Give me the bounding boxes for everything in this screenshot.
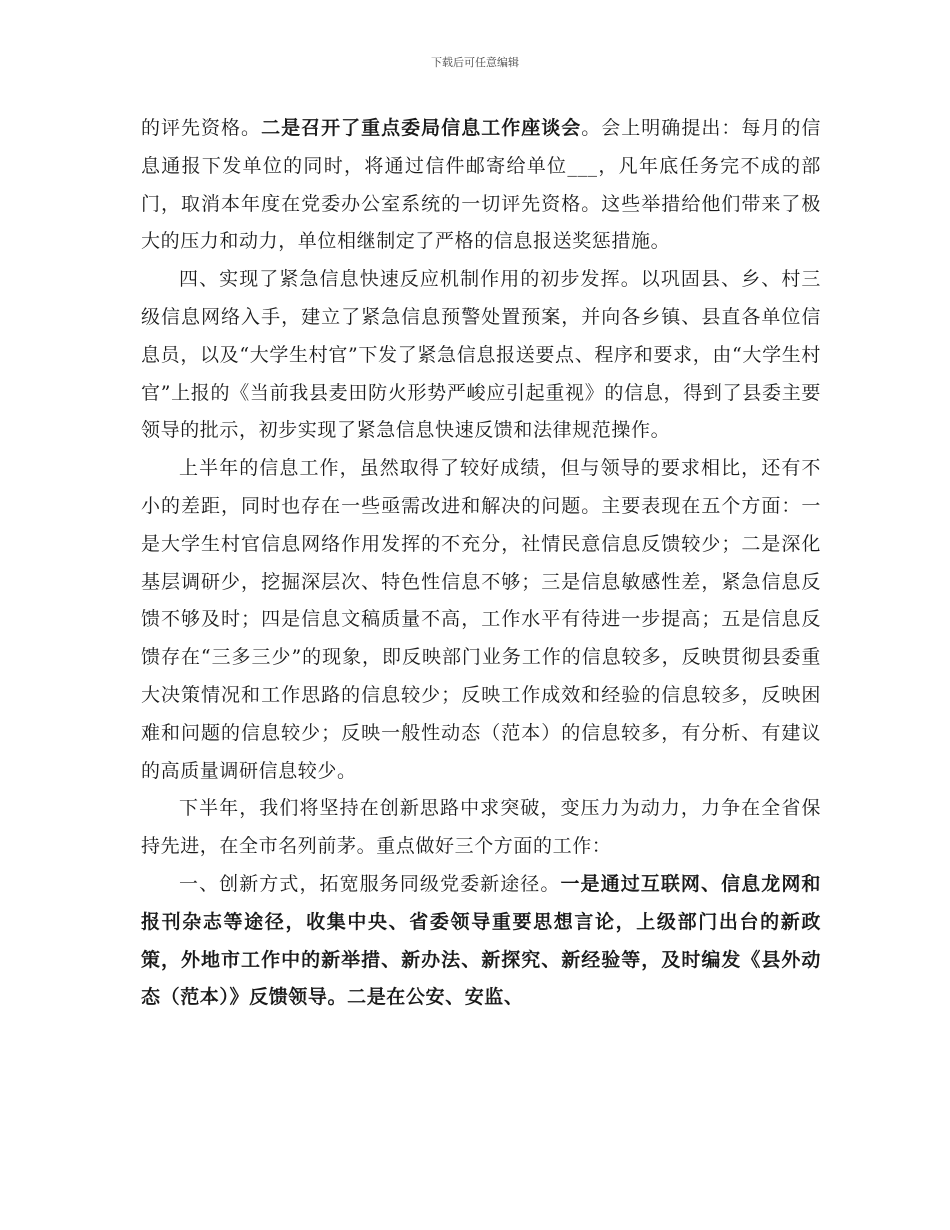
- paragraph-4: [141, 790, 821, 866]
- p5-text-1: 一、创新方式，拓宽服务同级党委新途径。: [179, 872, 561, 895]
- paragraph-1: [141, 110, 821, 261]
- paragraph-5: [141, 866, 821, 1017]
- p5-bold-text: 一是通过互联网、信息龙网和报刊杂志等途径，收集中央、省委领导重要思想言论，上级部门出台的新政策，外地市工作中的新举措、新办法、新探究、新经验等，及时编发《县外动态（范本）》反馈领导。二是在公安、安监、: [141, 872, 821, 1009]
- p4-text: 下半年，我们将坚持在创新思路中求突破，变压力为动力，力争在全省保持先进，在全市名列前茅。重点做好三个方面的工作：: [141, 797, 821, 858]
- page-header: 下载后可任意编辑: [431, 56, 519, 69]
- p1-text-2: 。会上明确提出：每月的信息通报下发单位的同时，将通过信件邮寄给单位___，凡年底任务完不成的部门，取消本年度在党委办公室系统的一切评先资格。这些举措给他们带来了极大的压力和动力，单位相继制定了严格的信息报送奖惩措施。: [141, 117, 821, 253]
- document-body: [141, 110, 821, 1017]
- p3-text: 上半年的信息工作，虽然取得了较好成绩，但与领导的要求相比，还有不小的差距，同时也存在一些亟需改进和解决的问题。主要表现在五个方面：一是大学生村官信息网络作用发挥的不充分，社情民意信息反馈较少；二是深化基层调研少，挖掘深层次、特色性信息不够；三是信息敏感性差，紧急信息反馈不够及时；四是信息文稿质量不高，工作水平有待进一步提高；五是信息反馈存在“三多三少”的现象，即反映部门业务工作的信息较多，反映贯彻县委重大决策情况和工作思路的信息较少；反映工作成效和经验的信息较多，反映困难和问题的信息较少；反映一般性动态（范本）的信息较多，有分析、有建议的高质量调研信息较少。: [141, 457, 821, 782]
- paragraph-3: [141, 450, 821, 790]
- paragraph-2: [141, 261, 821, 450]
- p2-text: 四、实现了紧急信息快速反应机制作用的初步发挥。以巩固县、乡、村三级信息网络入手，建立了紧急信息预警处置预案，并向各乡镇、县直各单位信息员，以及“大学生村官”下发了紧急信息报送要点、程序和要求，由“大学生村官”上报的《当前我县麦田防火形势严峻应引起重视》的信息，得到了县委主要领导的批示，初步实现了紧急信息快速反馈和法律规范操作。: [141, 268, 821, 442]
- p1-text-1: 的评先资格。: [141, 117, 262, 139]
- p1-bold-heading: 二是召开了重点委局信息工作座谈会: [261, 117, 582, 139]
